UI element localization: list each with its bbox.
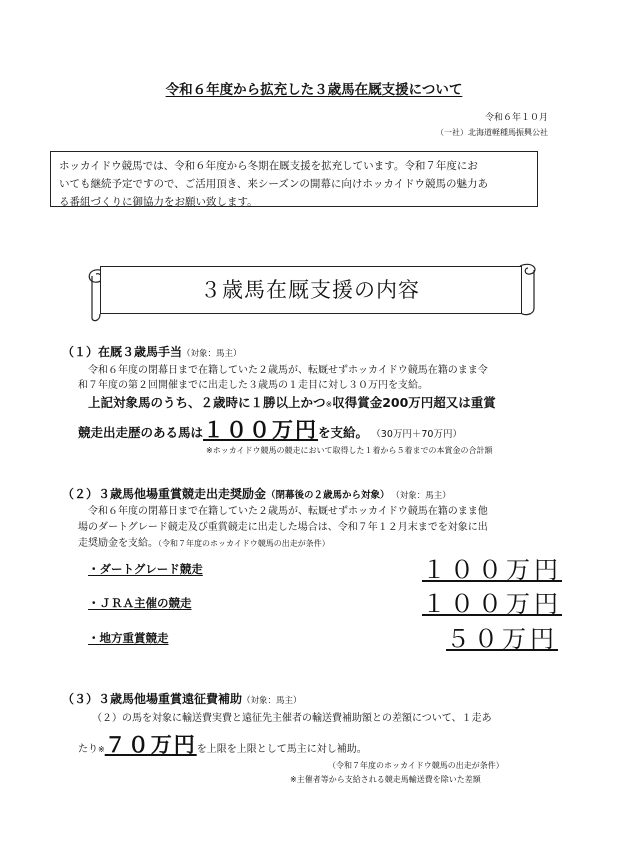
section-3-note: （令和７年度のホッカイドウ競馬の出走が条件） <box>328 761 504 770</box>
banner-title: ３歳馬在厩支援の内容 <box>200 278 420 302</box>
prize-item-label: ・ダートグレード競走 <box>88 562 203 576</box>
section-1-footnote: ※ホッカイドウ競馬の競走において取得した１着から５着までの本賞金の合計額 <box>206 446 493 455</box>
prize-item-amount: ５０万円 <box>446 625 558 653</box>
section-1-text: 和７年度の第２回開催までに出走した３歳馬の１走目に対し３０万円を支給。 <box>78 380 428 391</box>
issuing-organization: （一社）北海道軽種馬振興公社 <box>436 128 548 137</box>
scroll-banner <box>82 258 542 322</box>
section-2-heading: （２）３歳馬他場重賞競走出走奨励金（閉幕後の２歳馬から対象） （対象：馬主） <box>62 487 451 501</box>
section-2-text: 場のダートグレード競走及び重賞競走に出走した場合は、令和７年１２月末までを対象に出 <box>78 522 488 533</box>
notice-line: ホッカイドウ競馬では、令和６年度から冬期在厩支援を拡充しています。令和７年度にお <box>59 160 478 172</box>
section-1-emphasis: 競走出走歴のある馬は１００万円を支給。 （30万円＋70万円） <box>78 418 462 442</box>
section-3-note: ※主催者等から支給される競走馬輸送費を除いた差額 <box>290 775 481 784</box>
bonus-amount: １００万円 <box>203 418 319 442</box>
prize-item-amount: １００万円 <box>422 590 562 618</box>
notice-box <box>50 151 538 207</box>
section-1-text: 令和６年度の閉幕日まで在籍していた２歳馬が、転厩せずホッカイドウ競馬在籍のまま令 <box>88 365 488 376</box>
travel-subsidy-amount: ７０万円 <box>104 733 197 757</box>
section-2-text: 令和６年度の閉幕日まで在籍していた２歳馬が、転厩せずホッカイドウ競馬在籍のまま他 <box>88 506 488 517</box>
prize-item-label: ・地方重賞競走 <box>88 631 169 645</box>
section-1-heading: （１）在厩３歳馬手当（対象：馬主） <box>62 345 242 359</box>
section-3-text: （２）の馬を対象に輸送費実費と遠征先主催者の輸送費補助額との差額について、１走あ <box>92 713 492 724</box>
notice-line: る番組づくりに御協力をお願い致します。 <box>59 196 258 208</box>
section-1-emphasis: 上記対象馬のうち、２歳時に１勝以上かつ※収得賞金200万円超又は重賞 <box>88 395 496 410</box>
section-3-heading: （３）３歳馬他場重賞遠征費補助（対象：馬主） <box>62 692 302 706</box>
prize-item-amount: １００万円 <box>422 556 562 584</box>
prize-item-label: ・ＪＲＡ主催の競走 <box>88 596 192 610</box>
document-date: 令和６年１０月 <box>484 113 548 123</box>
document-title: 令和６年度から拡充した３歳馬在厩支援について <box>165 82 463 98</box>
section-3-text: たり※７０万円を上限を上限として馬主に対し補助。 <box>78 733 367 757</box>
section-2-text: 走奨励金を支給。（令和７年度のホッカイドウ競馬の出走が条件） <box>78 538 330 549</box>
notice-line: いても継続予定ですので、ご活用頂き、来シーズンの開幕に向けホッカイドウ競馬の魅力あ <box>59 178 489 190</box>
